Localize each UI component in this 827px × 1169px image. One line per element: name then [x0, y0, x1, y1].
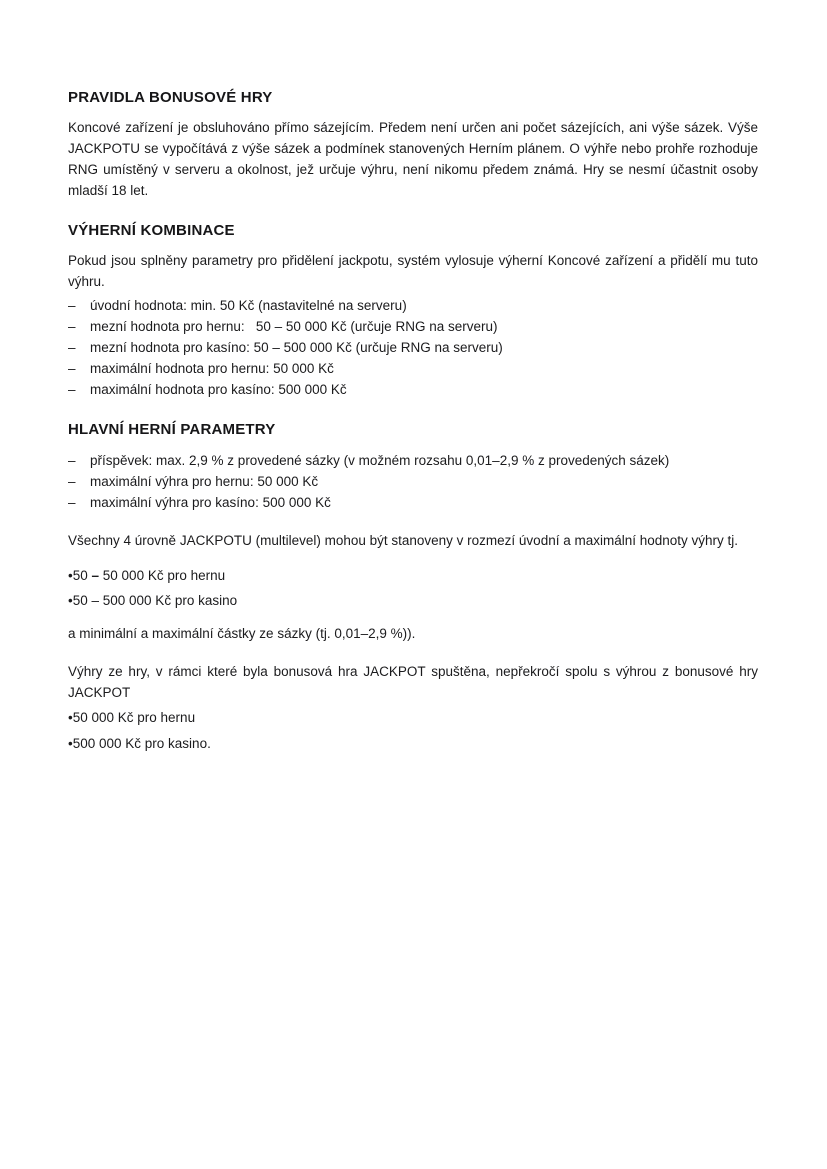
dash-item-text: maximální výhra pro kasíno: 500 000 Kč [90, 495, 331, 510]
bullet-list-item [68, 707, 758, 728]
bullet-marker: • [68, 568, 73, 583]
dash-list-item [68, 316, 758, 337]
document-content [68, 88, 758, 754]
dash-marker: – [68, 453, 76, 468]
dash-list-item [68, 358, 758, 379]
dash-item-text: maximální hodnota pro hernu: 50 000 Kč [90, 361, 334, 376]
dash-item-text: maximální výhra pro hernu: 50 000 Kč [90, 474, 319, 489]
dash-marker: – [68, 495, 76, 510]
bullet-list-item [68, 565, 758, 586]
dash-list-item [68, 492, 758, 513]
bullet-item-text-pre: 50 [72, 568, 92, 583]
dash-marker: – [68, 382, 76, 397]
dash-marker: – [68, 361, 76, 376]
bullet-item-text: 500 000 Kč pro kasino. [72, 736, 211, 751]
dash-marker: – [68, 319, 76, 334]
levels-bullet-list [68, 565, 758, 611]
bullet-item-bold-dash: – [91, 568, 100, 583]
heading-vyherni-kombinace: VÝHERNÍ KOMBINACE [68, 222, 235, 239]
paragraph-combinations-intro: Pokud jsou splněny parametry pro přidělení jackpotu, systém vylosuje výherní Koncové zařízení a přidělí mu tuto výhru. [68, 253, 758, 289]
heading-pravidla-bonusove-hry: PRAVIDLA BONUSOVÉ HRY [68, 89, 273, 106]
combinations-dash-list [68, 295, 758, 400]
dash-list-item [68, 379, 758, 400]
dash-list-item [68, 337, 758, 358]
bullet-list-item [68, 733, 758, 754]
dash-list-item [68, 450, 758, 471]
parameters-dash-list [68, 450, 758, 513]
dash-item-text: příspěvek: max. 2,9 % z provedené sázky (v možném rozsahu 0,01–2,9 % z provedených sázek) [90, 453, 670, 468]
paragraph-minmax-amounts: a minimální a maximální částky ze sázky (tj. 0,01–2,9 %)). [68, 626, 416, 641]
dash-marker: – [68, 340, 76, 355]
dash-list-item [68, 295, 758, 316]
bullet-item-text: 50 – 500 000 Kč pro kasino [72, 593, 238, 608]
dash-item-text: mezní hodnota pro hernu: 50 – 50 000 Kč (určuje RNG na serveru) [90, 319, 498, 334]
paragraph-jackpot-levels: Všechny 4 úrovně JACKPOTU (multilevel) mohou být stanoveny v rozmezí úvodní a maximální hodnoty výhry tj. [68, 533, 739, 548]
paragraph-win-limits: Výhry ze hry, v rámci které byla bonusová hra JACKPOT spuštěna, nepřekročí spolu s výhrou z bonusové hry JACKPOT [68, 664, 758, 700]
bullet-item-text-post: 50 000 Kč pro hernu [99, 568, 226, 583]
bullet-list-item [68, 590, 758, 611]
dash-item-text: úvodní hodnota: min. 50 Kč (nastavitelné na serveru) [90, 298, 407, 313]
bullet-marker: • [68, 710, 73, 725]
paragraph-rules-intro: Koncové zařízení je obsluhováno přímo sázejícím. Předem není určen ani počet sázejících, ani výše sázek. Výše JACKPOTU se vypočítává z výše sázek a podmínek stanovených Herním plánem. O výhře nebo prohře rozhoduje RNG umístěný v serveru a okolnost, jež určuje výhru, není nikomu předem známá. Hry se nesmí účastnit osoby mladší 18 let. [68, 120, 758, 198]
bullet-marker: • [68, 593, 73, 608]
heading-hlavni-herni-parametry: HLAVNÍ HERNÍ PARAMETRY [68, 421, 276, 438]
dash-list-item [68, 471, 758, 492]
dash-item-text: mezní hodnota pro kasíno: 50 – 500 000 Kč (určuje RNG na serveru) [90, 340, 503, 355]
bullet-item-text: 50 000 Kč pro hernu [72, 710, 196, 725]
dash-marker: – [68, 298, 76, 313]
bullet-marker: • [68, 736, 73, 751]
dash-item-text: maximální hodnota pro kasíno: 500 000 Kč [90, 382, 347, 397]
dash-marker: – [68, 474, 76, 489]
limits-bullet-list [68, 707, 758, 754]
